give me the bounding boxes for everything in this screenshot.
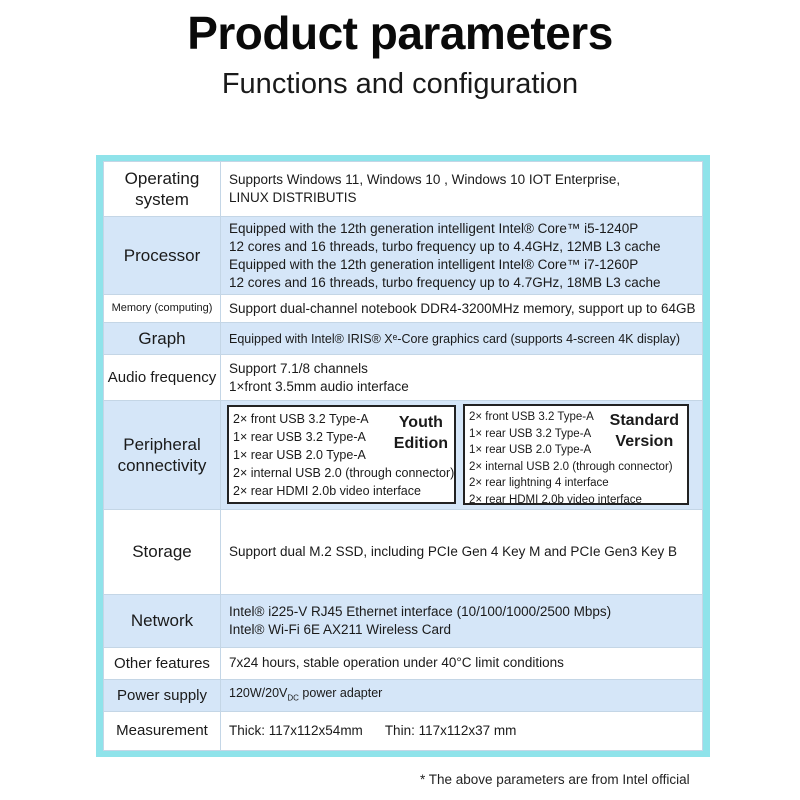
- table-row-processor: [104, 217, 703, 295]
- list-item: 2× rear HDMI 2.0b video interface: [233, 484, 421, 499]
- row-value: Equipped with the 12th generation intelligent Intel® Core™ i5-1240P 12 cores and 16 threads, turbo frequency up to 4.4GHz, 12MB L3 cache Equipped with the 12th generation intelligent Intel® Core™ i7-1260P 12 cores and 16 threads, turbo frequency up to 4.7GHz, 18MB L3 cache: [221, 217, 703, 295]
- row-value: Support dual M.2 SSD, including PCIe Gen 4 Key M and PCIe Gen3 Key B: [221, 509, 703, 594]
- row-label: Network: [104, 594, 221, 647]
- list-item: 2× internal USB 2.0 (through connector): [233, 466, 455, 481]
- standard-version-box: [463, 404, 689, 505]
- youth-edition-box: [227, 405, 456, 504]
- list-item: 2× front USB 3.2 Type-A: [469, 411, 594, 424]
- list-item: 2× front USB 3.2 Type-A: [233, 412, 369, 427]
- table-row-graph: [104, 323, 703, 355]
- row-value: Equipped with Intel® IRIS® Xᵉ-Core graphics card (supports 4-screen 4K display): [221, 323, 703, 355]
- list-item: 2× rear lightning 4 interface: [469, 477, 609, 490]
- list-item: 1× rear USB 3.2 Type-A: [469, 427, 592, 440]
- row-label: Power supply: [104, 679, 221, 711]
- page-subtitle: Functions and configuration: [221, 68, 579, 100]
- table-row-power: [104, 679, 703, 711]
- list-item: 2× internal USB 2.0 (through connector): [469, 460, 673, 473]
- youth-edition-title: Youth Edition: [393, 414, 448, 453]
- table-row-peripheral: [104, 401, 703, 509]
- table-row-audio: [104, 355, 703, 401]
- list-item: 1× rear USB 3.2 Type-A: [233, 430, 366, 445]
- footnote: * The above parameters are from Intel official: [420, 772, 690, 787]
- row-label: Audio frequency: [104, 355, 221, 401]
- table-row-memory: [104, 295, 703, 323]
- table-row-measurement: [104, 711, 703, 750]
- row-value: Supports Windows 11, Windows 10 , Windows 10 IOT Enterprise, LINUX DISTRIBUTIS: [221, 162, 703, 217]
- row-value: Support dual-channel notebook DDR4-3200MHz memory, support up to 64GB: [221, 295, 703, 323]
- row-value: Thick: 117x112x54mm Thin: 117x112x37 mm: [221, 711, 703, 750]
- row-value: $120W/20V_{DC}$ power adapter: [221, 679, 703, 711]
- row-label: Processor: [104, 217, 221, 295]
- spec-table: [103, 161, 703, 751]
- row-label: Storage: [104, 509, 221, 594]
- row-value: 7x24 hours, stable operation under 40°C limit conditions: [221, 647, 703, 679]
- list-item: 1× rear USB 2.0 Type-A: [233, 448, 366, 463]
- page-title: Product parameters: [187, 7, 613, 59]
- row-label: Measurement: [104, 711, 221, 750]
- standard-version-title: Standard Version: [609, 412, 679, 451]
- table-row-other: [104, 647, 703, 679]
- row-label: Operating system: [104, 162, 221, 217]
- table-row-os: [104, 162, 703, 217]
- row-label: Memory (computing): [104, 295, 221, 323]
- table-row-network: [104, 594, 703, 647]
- table-row-storage: [104, 509, 703, 594]
- row-label: Graph: [104, 323, 221, 355]
- row-value: Intel® i225-V RJ45 Ethernet interface (10/100/1000/2500 Mbps) Intel® Wi-Fi 6E AX211 Wireless Card: [221, 594, 703, 647]
- row-value: Support 7.1/8 channels 1×front 3.5mm audio interface: [221, 355, 703, 401]
- row-value: [221, 401, 703, 509]
- list-item: 1× rear USB 2.0 Type-A: [469, 444, 592, 457]
- list-item: 2× rear HDMI 2.0b video interface: [469, 493, 642, 506]
- row-label: Peripheral connectivity: [104, 401, 221, 509]
- row-label: Other features: [104, 647, 221, 679]
